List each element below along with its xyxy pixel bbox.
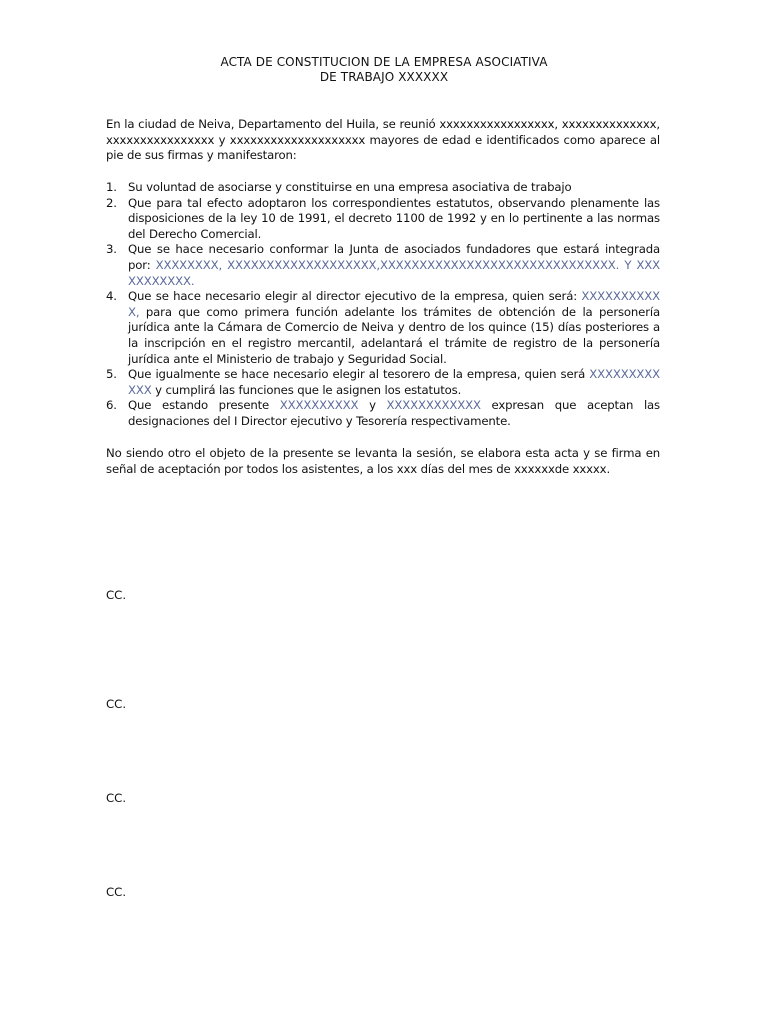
closing-paragraph: No siendo otro el objeto de la presente se levanta la sesión, se elabora esta acta y se firma en señal de aceptación por todos los asistentes, a los xxx días del mes de xxxxxxde xxxxx.	[106, 446, 660, 476]
signature-label: CC.	[106, 885, 127, 899]
list-text: y	[358, 398, 387, 413]
document-title	[0, 55, 768, 85]
list-item	[106, 196, 660, 243]
placeholder-name: XXXXXXXX,	[155, 257, 223, 272]
list-text: para que como primera función adelante los trámites de obtención de la personería jurídica ante la Cámara de Comercio de Neiva y dentro de los quince (15) días posteriores a la inscripción en el registro mercantil, adelantará el trámite de registro de la personería jurídica ante el Ministerio de trabajo y Seguridad Social.	[128, 304, 660, 366]
list-text: Su voluntad de asociarse y constituirse en una empresa asociativa de trabajo	[128, 180, 572, 194]
intro-paragraph: En la ciudad de Neiva, Departamento del Huila, se reunió xxxxxxxxxxxxxxxxx, xxxxxxxxxxxxxx, xxxxxxxxxxxxxxxx y xxxxxxxxxxxxxxxxxxxx mayores de edad e identificados como aparece al pie de sus firmas y manifestaron:	[106, 117, 660, 163]
placeholder-name: XXXXXXXXXXXXXXXXXXX,XXXXXXXXXXXXXXXXXXXXXXXXXXXXXX.	[227, 257, 620, 272]
placeholder-name: Y XXXXXXXXXXX.	[128, 257, 660, 288]
list-item	[106, 289, 660, 367]
list-text: Que se hace necesario elegir al director ejecutivo de la empresa, quien será:	[128, 289, 582, 304]
signature-label: CC.	[106, 791, 127, 805]
list-number: 3.	[106, 242, 117, 257]
list-number: 1.	[106, 180, 117, 194]
list-item	[106, 398, 660, 429]
list-text: Que estando presente	[128, 398, 280, 413]
list-number: 4.	[106, 289, 117, 304]
title-line-1: ACTA DE CONSTITUCION DE LA EMPRESA ASOCIATIVA	[220, 55, 548, 69]
list-text: Que se hace necesario conformar la Junta de asociados fundadores que estará integrada por:	[128, 242, 660, 272]
signature-label: CC.	[106, 697, 127, 711]
list-text: expresan que aceptan las designaciones del I Director ejecutivo y Tesorería respectivamente.	[128, 398, 660, 428]
title-line-2: DE TRABAJO XXXXXX	[319, 70, 449, 84]
list-number: 2.	[106, 195, 117, 210]
placeholder-name: XXXXXXXXXXXX	[386, 398, 481, 413]
list-text: Que para tal efecto adoptaron los correspondientes estatutos, observando plenamente las disposiciones de la ley 10 de 1991, el decreto 1100 de 1992 y en lo pertinente a las normas del Derecho Comercial.	[128, 195, 660, 241]
list-item	[106, 180, 660, 196]
list-text: y cumplirá las funciones que le asignen los estatutos.	[151, 382, 462, 397]
placeholder-name: XXXXXXXXXXX,	[128, 289, 660, 319]
placeholder-name: XXXXXXXXXXXX	[128, 367, 660, 397]
declarations-list	[106, 180, 660, 430]
list-item	[106, 367, 660, 398]
list-number: 5.	[106, 367, 117, 382]
list-item	[106, 242, 660, 289]
list-number: 6.	[106, 398, 117, 413]
list-text: Que igualmente se hace necesario elegir al tesorero de la empresa, quien será	[128, 367, 590, 382]
signature-label: CC.	[106, 588, 127, 602]
placeholder-name: XXXXXXXXXX	[279, 398, 359, 413]
